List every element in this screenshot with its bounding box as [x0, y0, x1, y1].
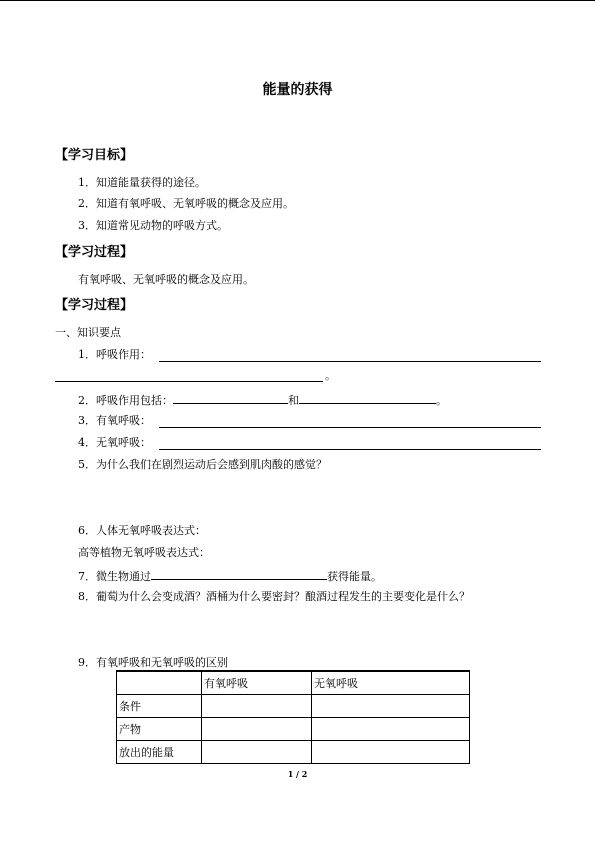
- answer-blank[interactable]: [159, 361, 541, 362]
- objective-item: 2．知道有氧呼吸、无氧呼吸的概念及应用。: [78, 197, 294, 210]
- question-2-and: 和: [288, 394, 299, 407]
- question-6b: 高等植物无氧呼吸表达式：: [78, 546, 210, 559]
- table-header-row: [117, 671, 470, 695]
- table-cell[interactable]: [202, 741, 312, 764]
- page-title: 能量的获得: [262, 82, 333, 98]
- question-7-end: 获得能量。: [327, 570, 382, 583]
- question-1-label: 1．呼吸作用：: [78, 348, 151, 361]
- process-text: 有氧呼吸、无氧呼吸的概念及应用。: [78, 273, 254, 286]
- table-row-label: 产物: [117, 718, 202, 741]
- question-4-label: 4．无氧呼吸：: [78, 436, 151, 449]
- answer-blank[interactable]: [299, 392, 436, 404]
- table-row: [117, 695, 470, 718]
- question-3-label: 3．有氧呼吸：: [78, 414, 151, 427]
- question-7-label: 7．微生物通过: [78, 570, 151, 583]
- process-heading: 【学习过程】: [55, 245, 134, 260]
- knowledge-heading: 一、知识要点: [55, 326, 121, 339]
- process-heading: 【学习过程】: [55, 298, 134, 313]
- page-number: 1 / 2: [287, 769, 308, 779]
- answer-blank[interactable]: [55, 381, 323, 382]
- top-border-line: [0, 0, 595, 1]
- question-9: 9．有氧呼吸和无氧呼吸的区别: [78, 656, 228, 669]
- question-2-line: [78, 392, 447, 408]
- table-cell[interactable]: [312, 741, 470, 764]
- question-2-end: 。: [436, 394, 447, 407]
- objective-item: 1．知道能量获得的途径。: [78, 176, 206, 189]
- table-row: [117, 718, 470, 741]
- objective-item: 3．知道常见动物的呼吸方式。: [78, 219, 228, 232]
- table-cell[interactable]: [202, 718, 312, 741]
- table-header-cell: 无氧呼吸: [312, 671, 470, 695]
- table-header-cell: [117, 671, 202, 695]
- table-cell[interactable]: [312, 695, 470, 718]
- answer-blank[interactable]: [151, 568, 327, 580]
- question-1-end: 。: [325, 369, 336, 382]
- answer-blank[interactable]: [159, 427, 541, 428]
- question-7-line: [78, 568, 382, 584]
- objectives-heading: 【学习目标】: [55, 148, 134, 163]
- question-5: 5．为什么我们在剧烈运动后会感到肌肉酸的感觉？: [78, 458, 327, 471]
- table-row-label: 条件: [117, 695, 202, 718]
- answer-blank[interactable]: [173, 392, 288, 404]
- question-6: 6．人体无氧呼吸表达式：: [78, 524, 206, 537]
- table-row-label: 放出的能量: [117, 741, 202, 764]
- table-header-cell: 有氧呼吸: [202, 671, 312, 695]
- table-row: [117, 741, 470, 764]
- question-8: 8．葡萄为什么会变成酒？酒桶为什么要密封？酿酒过程发生的主要变化是什么？: [78, 590, 470, 603]
- table-cell[interactable]: [202, 695, 312, 718]
- table-cell[interactable]: [312, 718, 470, 741]
- question-2-label: 2．呼吸作用包括：: [78, 394, 173, 407]
- comparison-table: [116, 670, 470, 764]
- answer-blank[interactable]: [159, 449, 541, 450]
